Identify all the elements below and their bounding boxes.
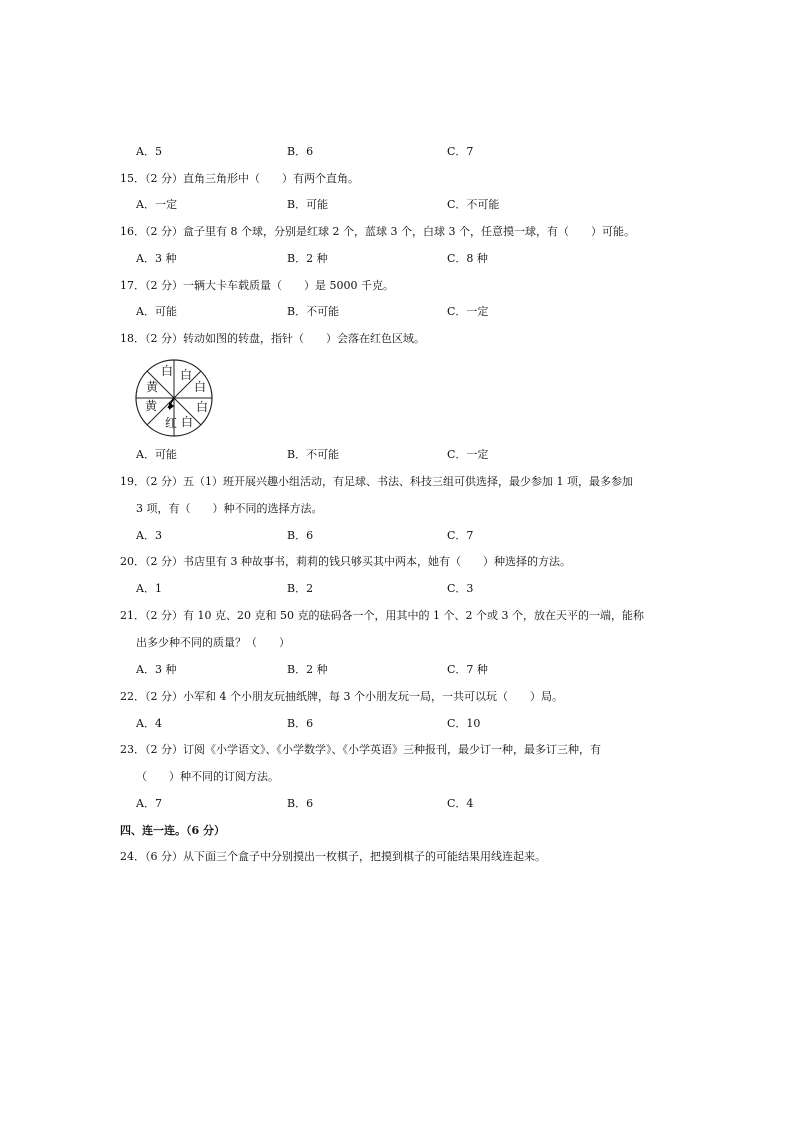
q19-option-a: A．3 [136, 529, 162, 542]
q15-option-c: C．不可能 [447, 198, 500, 211]
q16-option-c: C．8 种 [447, 252, 488, 265]
q17-option-a: A．可能 [136, 305, 177, 318]
q23-option-a: A．7 [136, 797, 162, 810]
spinner-label-red: 红 [164, 416, 178, 430]
q15-question: 15．（2 分）直角三角形中（ ）有两个直角。 [120, 172, 359, 185]
q22-option-c: C．10 [447, 717, 481, 730]
q22-option-a: A．4 [136, 717, 162, 730]
q24-question: 24．（6 分）从下面三个盒子中分别摸出一枚棋子，把摸到棋子的可能结果用线连起来。 [120, 850, 546, 863]
q18-option-c: C．一定 [447, 448, 489, 461]
q21-question-line-2: 出多少种不同的质量？（ ） [136, 636, 290, 649]
q21-option-b: B．2 种 [287, 663, 328, 676]
q18-option-a: A．可能 [136, 448, 177, 461]
q20-option-a: A．1 [136, 582, 162, 595]
q21-question-line-1: 21．（2 分）有 10 克、20 克和 50 克的砝码各一个，用其中的 1 个、2 个或 3 个，放在天平的一端，能称 [120, 609, 644, 622]
spinner-label-white-4: 白 [195, 400, 209, 414]
q23-question-line-2: （ ）种不同的订阅方法。 [136, 770, 279, 783]
spinner-label-white-1: 白 [160, 364, 174, 378]
q18-question: 18．（2 分）转动如图的转盘，指针（ ）会落在红色区域。 [120, 332, 425, 345]
q14-option-a: A．5 [136, 145, 162, 158]
q23-option-c: C．4 [447, 797, 474, 810]
q19-option-c: C．7 [447, 529, 474, 542]
q16-option-a: A．3 种 [136, 252, 177, 265]
q22-question: 22．（2 分）小军和 4 个小朋友玩抽纸牌，每 3 个小朋友玩一局，一共可以玩（ ）局。 [120, 690, 563, 703]
q16-option-b: B．2 种 [287, 252, 328, 265]
q15-option-a: A．一定 [136, 198, 177, 211]
spinner-label-white-3: 白 [193, 380, 207, 394]
spinner-pointer [168, 398, 174, 410]
q14-option-b: B．6 [287, 145, 314, 158]
spinner-figure [134, 358, 214, 438]
section-4-title: 四、连一连。（6 分） [120, 824, 225, 837]
spinner-label-yellow-2: 黄 [145, 380, 159, 394]
q17-option-c: C．一定 [447, 305, 489, 318]
q15-option-b: B．可能 [287, 198, 329, 211]
q19-question-line-1: 19．（2 分）五（1）班开展兴趣小组活动，有足球、书法、科技三组可供选择，最少参加 1 项，最多参加 [120, 475, 633, 488]
q23-question-line-1: 23．（2 分）订阅《小学语文》、《小学数学》、《小学英语》三种报刊，最少订一种，最多订三种，有 [120, 743, 601, 756]
q21-option-c: C．7 种 [447, 663, 488, 676]
spinner-label-white-5: 白 [180, 415, 194, 429]
q19-question-line-2: 3 项，有（ ）种不同的选择方法。 [136, 502, 323, 515]
q20-option-c: C．3 [447, 582, 474, 595]
spinner-label-yellow-1: 黄 [144, 399, 158, 413]
q19-option-b: B．6 [287, 529, 314, 542]
q21-option-a: A．3 种 [136, 663, 177, 676]
q20-option-b: B．2 [287, 582, 314, 595]
q18-option-b: B．不可能 [287, 448, 340, 461]
q17-option-b: B．不可能 [287, 305, 340, 318]
q23-option-b: B．6 [287, 797, 314, 810]
q17-question: 17．（2 分）一辆大卡车载质量（ ）是 5000 千克。 [120, 279, 394, 292]
q20-question: 20．（2 分）书店里有 3 种故事书，莉莉的钱只够买其中两本，她有（ ）种选择的方法。 [120, 555, 571, 568]
q16-question: 16．（2 分）盒子里有 8 个球，分别是红球 2 个，蓝球 3 个，白球 3 个，任意摸一球，有（ ）可能。 [120, 225, 635, 238]
q14-option-c: C．7 [447, 145, 474, 158]
q22-option-b: B．6 [287, 717, 314, 730]
spinner-label-white-2: 白 [179, 368, 193, 382]
